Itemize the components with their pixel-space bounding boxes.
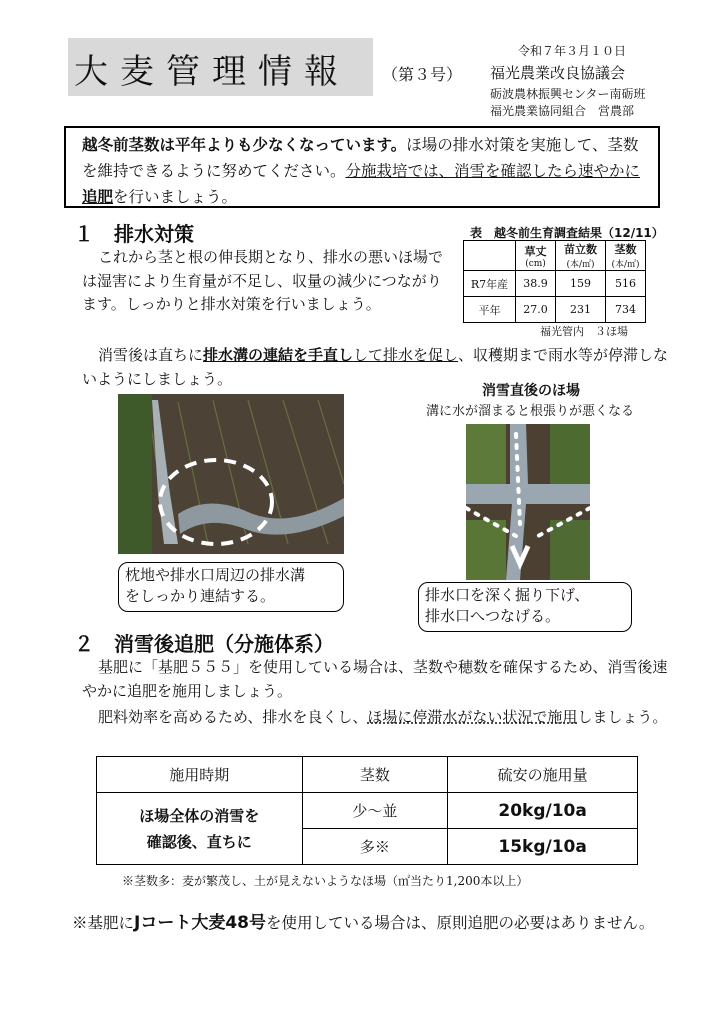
column-header: 草丈 (cm) [516,241,556,271]
callout-left [118,562,344,612]
column-header: 茎数 (本/㎡) [606,241,646,271]
survey-table-note: 福光管内 ３ほ場 [540,325,628,338]
footer-prefix: ※基肥に [72,914,135,932]
photo-right-title: 消雪直後のほ場 [482,383,580,399]
row-label: 平年 [464,297,516,323]
column-header: 施用時期 [97,757,303,793]
para2-emphasis: 排水溝の連結を手直し [203,346,354,364]
survey-table [463,240,646,323]
para2-part-a: 消雪後は直ちに [98,346,204,364]
sec2-para2-part-a: 肥料効率を高めるため、排水を良くし、 [98,708,368,726]
fertilizer-table-note: ※茎数多：麦が繁茂し、土が見えないようなほ場（㎡当たり1,200本以上） [122,874,529,888]
amount-cell: 15kg/10a [448,829,638,865]
amount-cell: 20kg/10a [448,793,638,829]
column-header: 硫安の施用量 [448,757,638,793]
section-1-paragraph-1: これから茎と根の伸長期となり、排水の悪いほ場では湿害により生育量が不足し、収量の減少につながります。しっかりと排水対策を行いましょう。 [82,248,444,313]
table-cell: 516 [606,271,646,297]
photo-right-subtitle: 溝に水が溜まると根張りが悪くなる [426,404,635,419]
table-cell: 159 [556,271,606,297]
table-cell: 231 [556,297,606,323]
sec2-para2-part-c: しましょう。 [577,708,668,726]
table-cell: 38.9 [516,271,556,297]
snowmelt-field-photo [466,424,590,580]
table-cell: 27.0 [516,297,556,323]
para2-part-d: 、収穫期まで雨水等が停滞しないようにしましょう。 [82,346,669,388]
callout-right-line-1: 排水口を深く掘り下げ、 [425,586,590,604]
page-title: 大麦管理情報 [74,52,350,92]
section-2-heading: ２ 消雪後追肥（分施体系） [74,632,334,656]
table-cell: 734 [606,297,646,323]
summary-underline: 分施栽培では、消雪を確認したら速やかに [345,162,641,180]
issue-date: 令和７年３月１０日 [518,44,627,58]
stems-cell: 少～並 [302,793,448,829]
column-header: 苗立数 (本/㎡) [556,241,606,271]
sec2-para2-emphasis: ほ場に停滞水がない状況で施用 [367,708,578,726]
footer-product: Jコート大麦48号 [134,913,266,933]
section-1-paragraph-2 [82,344,672,391]
section-2-paragraph-2 [82,706,672,730]
organization-sub-2: 福光農業協同組合 営農部 [490,104,635,118]
stems-cell: 多※ [302,829,448,865]
summary-topdress: 追肥 [82,188,114,206]
column-header: 茎数 [302,757,448,793]
table-corner [464,241,516,271]
callout-left-line-2: をしっかり連結する。 [125,587,276,605]
timing-cell: ほ場全体の消雪を 確認後、直ちに [97,793,303,865]
summary-box [64,126,660,208]
section-1-heading: １ 排水対策 [74,222,194,246]
field-drainage-photo [118,394,344,554]
issue-number: （第３号） [382,65,463,84]
footer-note [72,912,672,935]
organization-sub-1: 砺波農林振興センター南砺班 [490,87,646,101]
para2-part-c: して排水を促し [353,346,459,364]
callout-left-line-1: 枕地や排水口周辺の排水溝 [125,566,306,584]
survey-table-caption: 表 越冬前生育調査結果（12/11） [470,226,664,240]
row-label: R7年産 [464,271,516,297]
footer-suffix: を使用している場合は、原則追肥の必要はありません。 [266,914,655,932]
fertilizer-table [96,756,638,865]
callout-right-line-2: 排水口へつなげる。 [425,607,561,625]
summary-lead: 越冬前茎数は平年よりも少なくなっています。 [82,136,407,154]
callout-right [418,582,632,632]
section-2-paragraph-1: 基肥に「基肥５５５」を使用している場合は、茎数や穂数を確保するため、消雪後速やかに追肥を施用しましょう。 [82,658,668,700]
summary-text-1: ほ場の排水対策を実施して、茎数を維持できるように努めてください。 [82,136,639,180]
summary-text-2: を行いましょう。 [113,188,238,206]
organization-main: 福光農業改良協議会 [490,64,626,82]
